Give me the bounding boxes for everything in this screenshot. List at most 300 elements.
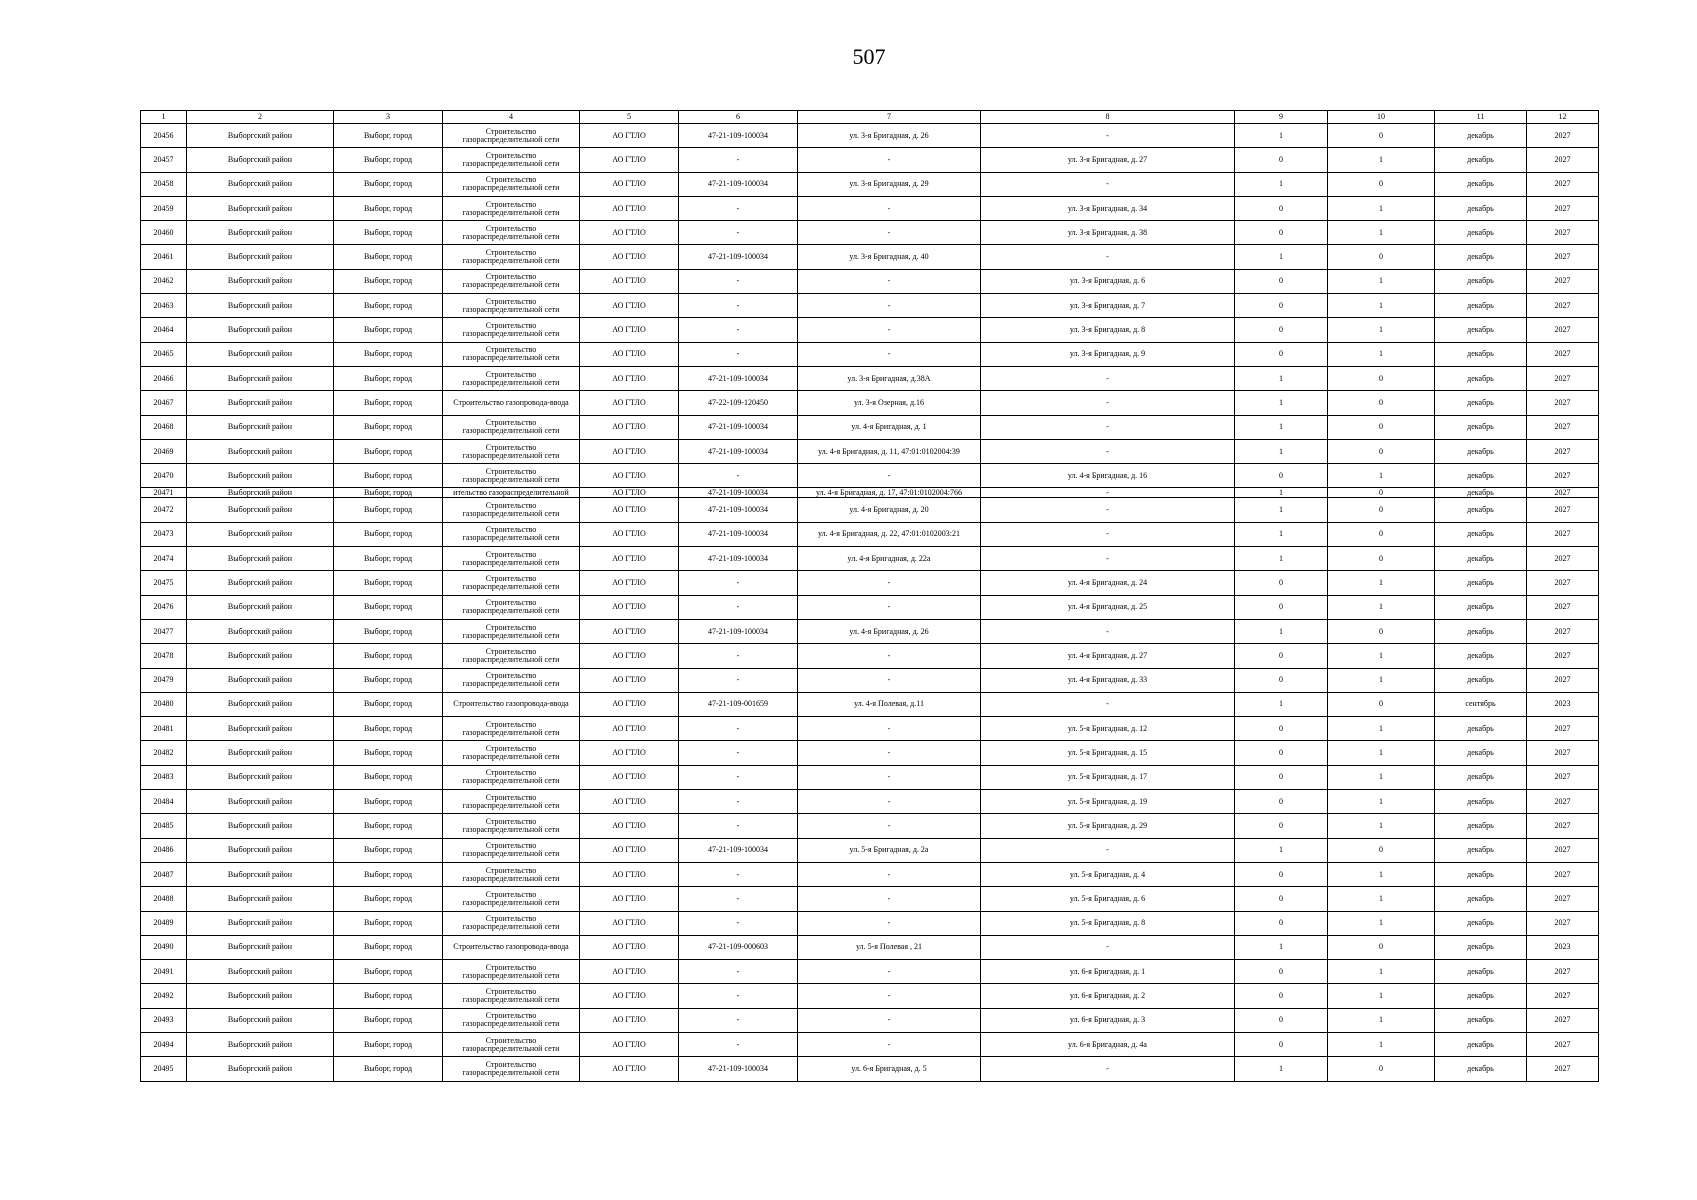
cell-district: Выборгский район bbox=[187, 366, 334, 390]
cell-address-existing: - bbox=[798, 717, 981, 741]
cell-settlement: Выборг, город bbox=[334, 148, 443, 172]
column-header-3: 3 bbox=[334, 111, 443, 124]
cell-organization: АО ГТЛО bbox=[580, 124, 679, 148]
cell-district: Выборгский район bbox=[187, 269, 334, 293]
table-row bbox=[141, 439, 1599, 463]
cell-organization: АО ГТЛО bbox=[580, 245, 679, 269]
table-row bbox=[141, 415, 1599, 439]
cell-count-existing: 1 bbox=[1235, 838, 1328, 862]
cell-row-number: 20466 bbox=[141, 366, 187, 390]
cell-month: декабрь bbox=[1435, 619, 1527, 643]
cell-year: 2027 bbox=[1527, 862, 1599, 886]
cell-work-type: Строительство газораспределительной сети bbox=[443, 1008, 580, 1032]
header-row bbox=[141, 111, 1599, 124]
cell-work-type: Строительство газораспределительной сети bbox=[443, 911, 580, 935]
cell-address-existing: - bbox=[798, 269, 981, 293]
cell-year: 2027 bbox=[1527, 415, 1599, 439]
cell-row-number: 20487 bbox=[141, 862, 187, 886]
cell-organization: АО ГТЛО bbox=[580, 814, 679, 838]
cell-count-planned: 0 bbox=[1328, 124, 1435, 148]
cell-district: Выборгский район bbox=[187, 498, 334, 522]
cell-address-planned: ул. 6-я Бригадная, д. 1 bbox=[981, 960, 1235, 984]
cell-year: 2027 bbox=[1527, 221, 1599, 245]
cell-settlement: Выборг, город bbox=[334, 1032, 443, 1056]
cell-row-number: 20463 bbox=[141, 294, 187, 318]
cell-program-code: - bbox=[679, 741, 798, 765]
cell-district: Выборгский район bbox=[187, 790, 334, 814]
cell-count-planned: 1 bbox=[1328, 595, 1435, 619]
cell-program-code: - bbox=[679, 668, 798, 692]
cell-organization: АО ГТЛО bbox=[580, 318, 679, 342]
cell-organization: АО ГТЛО bbox=[580, 488, 679, 498]
cell-count-existing: 1 bbox=[1235, 1057, 1328, 1081]
cell-count-planned: 1 bbox=[1328, 814, 1435, 838]
cell-address-planned: - bbox=[981, 522, 1235, 546]
cell-count-existing: 0 bbox=[1235, 196, 1328, 220]
cell-settlement: Выборг, город bbox=[334, 124, 443, 148]
cell-year: 2027 bbox=[1527, 148, 1599, 172]
cell-month: декабрь bbox=[1435, 571, 1527, 595]
cell-count-existing: 1 bbox=[1235, 124, 1328, 148]
cell-district: Выборгский район bbox=[187, 294, 334, 318]
cell-count-existing: 0 bbox=[1235, 984, 1328, 1008]
cell-settlement: Выборг, город bbox=[334, 415, 443, 439]
cell-address-planned: ул. 6-я Бригадная, д. 4а bbox=[981, 1032, 1235, 1056]
cell-settlement: Выборг, город bbox=[334, 464, 443, 488]
column-header-11: 11 bbox=[1435, 111, 1527, 124]
cell-district: Выборгский район bbox=[187, 318, 334, 342]
cell-settlement: Выборг, город bbox=[334, 391, 443, 415]
cell-program-code: - bbox=[679, 765, 798, 789]
cell-count-existing: 0 bbox=[1235, 221, 1328, 245]
cell-settlement: Выборг, город bbox=[334, 1057, 443, 1081]
cell-row-number: 20484 bbox=[141, 790, 187, 814]
table-row bbox=[141, 814, 1599, 838]
cell-year: 2027 bbox=[1527, 439, 1599, 463]
cell-count-existing: 0 bbox=[1235, 790, 1328, 814]
cell-month: декабрь bbox=[1435, 1032, 1527, 1056]
cell-count-existing: 0 bbox=[1235, 294, 1328, 318]
cell-address-existing: ул. 4-я Полевая, д.11 bbox=[798, 692, 981, 716]
cell-organization: АО ГТЛО bbox=[580, 294, 679, 318]
cell-address-planned: ул. 3-я Бригадная, д. 6 bbox=[981, 269, 1235, 293]
table-row bbox=[141, 692, 1599, 716]
table-row bbox=[141, 790, 1599, 814]
cell-work-type: Строительство газораспределительной сети bbox=[443, 464, 580, 488]
cell-row-number: 20472 bbox=[141, 498, 187, 522]
cell-program-code: - bbox=[679, 148, 798, 172]
table-row bbox=[141, 1008, 1599, 1032]
cell-row-number: 20480 bbox=[141, 692, 187, 716]
cell-district: Выборгский район bbox=[187, 196, 334, 220]
cell-settlement: Выборг, город bbox=[334, 960, 443, 984]
cell-count-planned: 1 bbox=[1328, 765, 1435, 789]
cell-year: 2027 bbox=[1527, 196, 1599, 220]
cell-organization: АО ГТЛО bbox=[580, 366, 679, 390]
cell-address-existing: - bbox=[798, 148, 981, 172]
cell-month: декабрь bbox=[1435, 668, 1527, 692]
cell-row-number: 20476 bbox=[141, 595, 187, 619]
cell-organization: АО ГТЛО bbox=[580, 935, 679, 959]
cell-count-planned: 0 bbox=[1328, 498, 1435, 522]
cell-organization: АО ГТЛО bbox=[580, 172, 679, 196]
cell-work-type: Строительство газораспределительной сети bbox=[443, 814, 580, 838]
cell-program-code: - bbox=[679, 911, 798, 935]
cell-address-planned: ул. 3-я Бригадная, д. 7 bbox=[981, 294, 1235, 318]
cell-address-planned: ул. 5-я Бригадная, д. 4 bbox=[981, 862, 1235, 886]
cell-year: 2027 bbox=[1527, 814, 1599, 838]
cell-district: Выборгский район bbox=[187, 644, 334, 668]
cell-address-existing: - bbox=[798, 571, 981, 595]
cell-year: 2027 bbox=[1527, 547, 1599, 571]
cell-row-number: 20467 bbox=[141, 391, 187, 415]
cell-organization: АО ГТЛО bbox=[580, 790, 679, 814]
cell-address-existing: - bbox=[798, 814, 981, 838]
cell-month: декабрь bbox=[1435, 124, 1527, 148]
cell-row-number: 20481 bbox=[141, 717, 187, 741]
cell-count-planned: 1 bbox=[1328, 790, 1435, 814]
cell-settlement: Выборг, город bbox=[334, 498, 443, 522]
table-row bbox=[141, 887, 1599, 911]
cell-count-existing: 0 bbox=[1235, 1008, 1328, 1032]
cell-row-number: 20491 bbox=[141, 960, 187, 984]
cell-settlement: Выборг, город bbox=[334, 862, 443, 886]
cell-program-code: - bbox=[679, 887, 798, 911]
cell-year: 2027 bbox=[1527, 1032, 1599, 1056]
table-row bbox=[141, 668, 1599, 692]
cell-settlement: Выборг, город bbox=[334, 595, 443, 619]
table-row bbox=[141, 717, 1599, 741]
cell-settlement: Выборг, город bbox=[334, 547, 443, 571]
cell-work-type: Строительство газораспределительной сети bbox=[443, 269, 580, 293]
cell-count-existing: 1 bbox=[1235, 172, 1328, 196]
cell-month: декабрь bbox=[1435, 488, 1527, 498]
cell-settlement: Выборг, город bbox=[334, 221, 443, 245]
cell-month: декабрь bbox=[1435, 221, 1527, 245]
cell-organization: АО ГТЛО bbox=[580, 887, 679, 911]
table-row bbox=[141, 221, 1599, 245]
cell-year: 2027 bbox=[1527, 595, 1599, 619]
cell-row-number: 20477 bbox=[141, 619, 187, 643]
data-table bbox=[140, 110, 1599, 1082]
cell-work-type: Строительство газораспределительной сети bbox=[443, 547, 580, 571]
cell-count-existing: 0 bbox=[1235, 269, 1328, 293]
cell-month: декабрь bbox=[1435, 172, 1527, 196]
table-body bbox=[141, 124, 1599, 1082]
cell-row-number: 20485 bbox=[141, 814, 187, 838]
cell-count-planned: 0 bbox=[1328, 619, 1435, 643]
cell-district: Выборгский район bbox=[187, 464, 334, 488]
cell-address-existing: - bbox=[798, 668, 981, 692]
cell-organization: АО ГТЛО bbox=[580, 342, 679, 366]
cell-address-planned: ул. 4-я Бригадная, д. 27 bbox=[981, 644, 1235, 668]
cell-program-code: - bbox=[679, 294, 798, 318]
cell-program-code: 47-21-109-100034 bbox=[679, 838, 798, 862]
cell-address-planned: ул. 5-я Бригадная, д. 29 bbox=[981, 814, 1235, 838]
cell-settlement: Выборг, город bbox=[334, 172, 443, 196]
cell-work-type: Строительство газораспределительной сети bbox=[443, 1057, 580, 1081]
cell-month: декабрь bbox=[1435, 547, 1527, 571]
cell-district: Выборгский район bbox=[187, 911, 334, 935]
cell-organization: АО ГТЛО bbox=[580, 1008, 679, 1032]
cell-address-existing: - bbox=[798, 221, 981, 245]
cell-year: 2027 bbox=[1527, 741, 1599, 765]
table-row bbox=[141, 245, 1599, 269]
cell-district: Выборгский район bbox=[187, 960, 334, 984]
cell-month: декабрь bbox=[1435, 717, 1527, 741]
cell-count-existing: 1 bbox=[1235, 439, 1328, 463]
cell-work-type: Строительство газораспределительной сети bbox=[443, 522, 580, 546]
cell-month: декабрь bbox=[1435, 415, 1527, 439]
cell-row-number: 20486 bbox=[141, 838, 187, 862]
cell-count-existing: 0 bbox=[1235, 148, 1328, 172]
cell-settlement: Выборг, город bbox=[334, 814, 443, 838]
table-row bbox=[141, 318, 1599, 342]
cell-organization: АО ГТЛО bbox=[580, 668, 679, 692]
cell-count-existing: 0 bbox=[1235, 741, 1328, 765]
cell-month: декабрь bbox=[1435, 814, 1527, 838]
cell-work-type: Строительство газораспределительной сети bbox=[443, 644, 580, 668]
cell-district: Выборгский район bbox=[187, 571, 334, 595]
cell-row-number: 20478 bbox=[141, 644, 187, 668]
cell-year: 2027 bbox=[1527, 124, 1599, 148]
cell-settlement: Выборг, город bbox=[334, 765, 443, 789]
cell-settlement: Выборг, город bbox=[334, 571, 443, 595]
cell-district: Выборгский район bbox=[187, 1032, 334, 1056]
cell-program-code: - bbox=[679, 464, 798, 488]
cell-work-type: Строительство газораспределительной сети bbox=[443, 342, 580, 366]
cell-address-existing: - bbox=[798, 765, 981, 789]
cell-year: 2027 bbox=[1527, 488, 1599, 498]
cell-count-existing: 1 bbox=[1235, 522, 1328, 546]
cell-program-code: - bbox=[679, 221, 798, 245]
cell-district: Выборгский район bbox=[187, 862, 334, 886]
cell-address-existing: - bbox=[798, 887, 981, 911]
cell-count-existing: 0 bbox=[1235, 644, 1328, 668]
cell-settlement: Выборг, город bbox=[334, 294, 443, 318]
cell-organization: АО ГТЛО bbox=[580, 595, 679, 619]
cell-count-existing: 0 bbox=[1235, 814, 1328, 838]
cell-month: декабрь bbox=[1435, 960, 1527, 984]
cell-count-planned: 1 bbox=[1328, 644, 1435, 668]
cell-district: Выборгский район bbox=[187, 124, 334, 148]
column-header-12: 12 bbox=[1527, 111, 1599, 124]
cell-count-existing: 0 bbox=[1235, 668, 1328, 692]
cell-month: декабрь bbox=[1435, 196, 1527, 220]
cell-work-type: Строительство газораспределительной сети bbox=[443, 887, 580, 911]
cell-address-existing: ул. 3-я Бригадная, д. 40 bbox=[798, 245, 981, 269]
cell-district: Выборгский район bbox=[187, 1008, 334, 1032]
column-header-7: 7 bbox=[798, 111, 981, 124]
cell-address-existing: ул. 4-я Бригадная, д. 1 bbox=[798, 415, 981, 439]
cell-count-planned: 1 bbox=[1328, 571, 1435, 595]
cell-settlement: Выборг, город bbox=[334, 790, 443, 814]
cell-program-code: - bbox=[679, 269, 798, 293]
cell-program-code: - bbox=[679, 1032, 798, 1056]
cell-count-planned: 0 bbox=[1328, 245, 1435, 269]
cell-settlement: Выборг, город bbox=[334, 366, 443, 390]
cell-organization: АО ГТЛО bbox=[580, 148, 679, 172]
cell-work-type: Строительство газораспределительной сети bbox=[443, 318, 580, 342]
cell-count-planned: 1 bbox=[1328, 221, 1435, 245]
cell-address-existing: - bbox=[798, 960, 981, 984]
cell-organization: АО ГТЛО bbox=[580, 1057, 679, 1081]
cell-count-planned: 0 bbox=[1328, 488, 1435, 498]
cell-count-existing: 0 bbox=[1235, 960, 1328, 984]
cell-organization: АО ГТЛО bbox=[580, 391, 679, 415]
cell-row-number: 20470 bbox=[141, 464, 187, 488]
cell-year: 2027 bbox=[1527, 366, 1599, 390]
cell-count-planned: 1 bbox=[1328, 862, 1435, 886]
cell-count-planned: 1 bbox=[1328, 741, 1435, 765]
cell-month: декабрь bbox=[1435, 887, 1527, 911]
cell-address-existing: - bbox=[798, 741, 981, 765]
cell-address-planned: ул. 5-я Бригадная, д. 17 bbox=[981, 765, 1235, 789]
column-header-1: 1 bbox=[141, 111, 187, 124]
cell-work-type: Строительство газораспределительной сети bbox=[443, 717, 580, 741]
cell-work-type: Строительство газораспределительной сети bbox=[443, 124, 580, 148]
cell-district: Выборгский район bbox=[187, 668, 334, 692]
cell-program-code: - bbox=[679, 318, 798, 342]
cell-count-existing: 1 bbox=[1235, 692, 1328, 716]
cell-address-planned: ул. 5-я Бригадная, д. 12 bbox=[981, 717, 1235, 741]
cell-program-code: 47-21-109-100034 bbox=[679, 366, 798, 390]
cell-settlement: Выборг, город bbox=[334, 668, 443, 692]
cell-year: 2023 bbox=[1527, 935, 1599, 959]
cell-year: 2027 bbox=[1527, 172, 1599, 196]
cell-count-existing: 1 bbox=[1235, 366, 1328, 390]
cell-work-type: Строительство газораспределительной сети bbox=[443, 765, 580, 789]
cell-year: 2023 bbox=[1527, 692, 1599, 716]
cell-settlement: Выборг, город bbox=[334, 196, 443, 220]
cell-count-planned: 1 bbox=[1328, 668, 1435, 692]
cell-organization: АО ГТЛО bbox=[580, 415, 679, 439]
cell-year: 2027 bbox=[1527, 887, 1599, 911]
cell-settlement: Выборг, город bbox=[334, 439, 443, 463]
column-header-6: 6 bbox=[679, 111, 798, 124]
cell-address-existing: ул. 4-я Бригадная, д. 26 bbox=[798, 619, 981, 643]
cell-month: декабрь bbox=[1435, 294, 1527, 318]
cell-program-code: 47-22-109-120450 bbox=[679, 391, 798, 415]
cell-organization: АО ГТЛО bbox=[580, 571, 679, 595]
cell-year: 2027 bbox=[1527, 318, 1599, 342]
cell-program-code: - bbox=[679, 595, 798, 619]
cell-year: 2027 bbox=[1527, 960, 1599, 984]
cell-program-code: - bbox=[679, 862, 798, 886]
cell-work-type: Строительство газораспределительной сети bbox=[443, 571, 580, 595]
cell-address-existing: - bbox=[798, 984, 981, 1008]
cell-organization: АО ГТЛО bbox=[580, 464, 679, 488]
table-row bbox=[141, 498, 1599, 522]
cell-work-type: ительство газораспределительной bbox=[443, 488, 580, 498]
cell-program-code: 47-21-109-100034 bbox=[679, 172, 798, 196]
cell-address-existing: - bbox=[798, 644, 981, 668]
cell-district: Выборгский район bbox=[187, 595, 334, 619]
table-row bbox=[141, 148, 1599, 172]
cell-month: декабрь bbox=[1435, 391, 1527, 415]
cell-row-number: 20492 bbox=[141, 984, 187, 1008]
cell-work-type: Строительство газораспределительной сети bbox=[443, 148, 580, 172]
cell-address-planned: - bbox=[981, 415, 1235, 439]
cell-address-planned: - bbox=[981, 547, 1235, 571]
cell-month: декабрь bbox=[1435, 245, 1527, 269]
cell-count-existing: 1 bbox=[1235, 391, 1328, 415]
cell-program-code: 47-21-109-000603 bbox=[679, 935, 798, 959]
cell-row-number: 20458 bbox=[141, 172, 187, 196]
cell-settlement: Выборг, город bbox=[334, 741, 443, 765]
table-row bbox=[141, 741, 1599, 765]
column-header-4: 4 bbox=[443, 111, 580, 124]
cell-program-code: - bbox=[679, 644, 798, 668]
cell-row-number: 20495 bbox=[141, 1057, 187, 1081]
cell-address-existing: ул. 4-я Бригадная, д. 22, 47:01:0102003:21 bbox=[798, 522, 981, 546]
cell-address-planned: - bbox=[981, 245, 1235, 269]
cell-settlement: Выборг, город bbox=[334, 488, 443, 498]
cell-count-planned: 1 bbox=[1328, 1008, 1435, 1032]
cell-work-type: Строительство газораспределительной сети bbox=[443, 498, 580, 522]
cell-program-code: - bbox=[679, 342, 798, 366]
table-row bbox=[141, 984, 1599, 1008]
column-header-5: 5 bbox=[580, 111, 679, 124]
table-row bbox=[141, 294, 1599, 318]
table-row bbox=[141, 342, 1599, 366]
cell-organization: АО ГТЛО bbox=[580, 1032, 679, 1056]
cell-year: 2027 bbox=[1527, 984, 1599, 1008]
cell-address-existing: ул. 4-я Бригадная, д. 22а bbox=[798, 547, 981, 571]
cell-count-existing: 1 bbox=[1235, 498, 1328, 522]
cell-address-existing: - bbox=[798, 1032, 981, 1056]
cell-address-planned: - bbox=[981, 935, 1235, 959]
table-row bbox=[141, 619, 1599, 643]
cell-address-planned: ул. 5-я Бригадная, д. 19 bbox=[981, 790, 1235, 814]
cell-program-code: 47-21-109-100034 bbox=[679, 547, 798, 571]
table-row bbox=[141, 862, 1599, 886]
cell-row-number: 20490 bbox=[141, 935, 187, 959]
cell-month: декабрь bbox=[1435, 1057, 1527, 1081]
column-header-9: 9 bbox=[1235, 111, 1328, 124]
cell-organization: АО ГТЛО bbox=[580, 765, 679, 789]
cell-district: Выборгский район bbox=[187, 245, 334, 269]
cell-row-number: 20473 bbox=[141, 522, 187, 546]
cell-program-code: 47-21-109-100034 bbox=[679, 415, 798, 439]
cell-count-existing: 0 bbox=[1235, 464, 1328, 488]
table-row bbox=[141, 571, 1599, 595]
cell-count-existing: 0 bbox=[1235, 765, 1328, 789]
cell-address-existing: - bbox=[798, 196, 981, 220]
cell-month: декабрь bbox=[1435, 342, 1527, 366]
cell-address-planned: - bbox=[981, 619, 1235, 643]
cell-count-planned: 0 bbox=[1328, 692, 1435, 716]
cell-row-number: 20488 bbox=[141, 887, 187, 911]
cell-address-existing: ул. 4-я Бригадная, д. 11, 47:01:0102004:39 bbox=[798, 439, 981, 463]
cell-month: сентябрь bbox=[1435, 692, 1527, 716]
cell-row-number: 20464 bbox=[141, 318, 187, 342]
cell-month: декабрь bbox=[1435, 984, 1527, 1008]
cell-count-planned: 1 bbox=[1328, 887, 1435, 911]
cell-address-planned: ул. 4-я Бригадная, д. 25 bbox=[981, 595, 1235, 619]
cell-year: 2027 bbox=[1527, 498, 1599, 522]
cell-year: 2027 bbox=[1527, 838, 1599, 862]
cell-count-planned: 0 bbox=[1328, 1057, 1435, 1081]
cell-work-type: Строительство газораспределительной сети bbox=[443, 196, 580, 220]
cell-work-type: Строительство газораспределительной сети bbox=[443, 366, 580, 390]
cell-organization: АО ГТЛО bbox=[580, 717, 679, 741]
cell-row-number: 20460 bbox=[141, 221, 187, 245]
cell-address-planned: - bbox=[981, 124, 1235, 148]
cell-year: 2027 bbox=[1527, 717, 1599, 741]
cell-month: декабрь bbox=[1435, 148, 1527, 172]
cell-count-planned: 1 bbox=[1328, 984, 1435, 1008]
